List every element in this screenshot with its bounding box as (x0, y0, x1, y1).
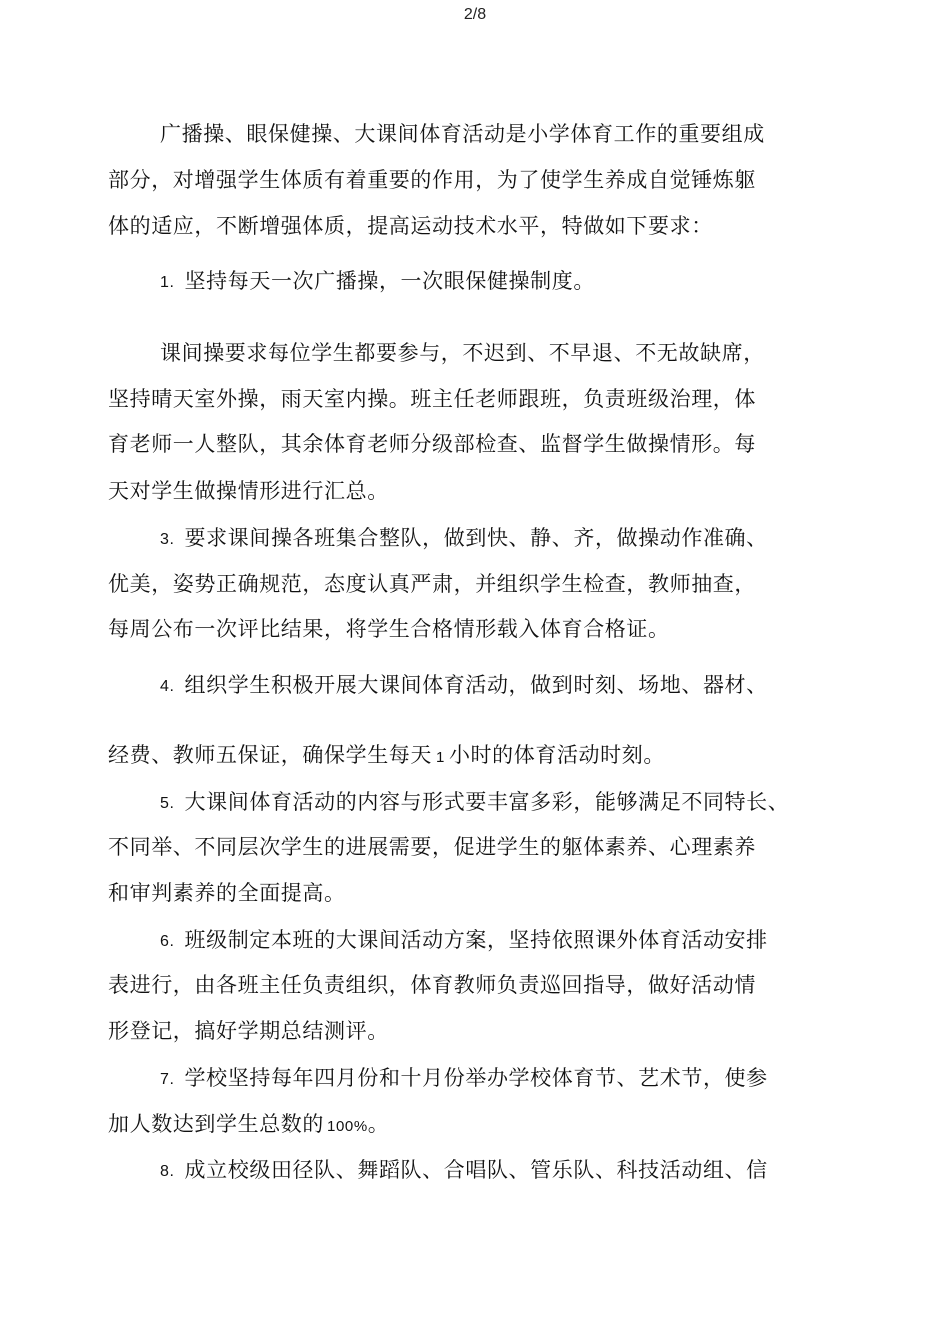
body-line: 和审判素养的全面提高。 (108, 881, 346, 905)
body-line: 部分，对增强学生体质有着重要的作用，为了使学生养成自觉锤炼躯 (108, 168, 756, 192)
list-text: 坚持每天一次广播操，一次眼保健操制度。 (184, 269, 595, 293)
body-line: 表进行，由各班主任负责组织，体育教师负责巡回指导，做好活动情 (108, 973, 756, 997)
list-number: 6. (160, 933, 175, 950)
body-line: 体的适应，不断增强体质，提高运动技术水平，特做如下要求： (108, 214, 713, 238)
body-line: 每周公布一次评比结果，将学生合格情形载入体育合格证。 (108, 617, 670, 641)
list-item-5 (160, 788, 789, 818)
list-item-3 (160, 524, 768, 554)
list-item-1 (160, 267, 595, 297)
list-text: 要求课间操各班集合整队，做到快、静、齐，做操动作准确、 (184, 526, 768, 550)
body-line: 广播操、眼保健操、大课间体育活动是小学体育工作的重要组成 (160, 122, 765, 146)
list-item-8 (160, 1156, 768, 1186)
list-number: 8. (160, 1163, 175, 1180)
list-number: 3. (160, 531, 175, 548)
inline-number: 100% (327, 1118, 368, 1135)
body-line (108, 741, 665, 772)
body-line: 不同举、不同层次学生的进展需要，促进学生的躯体素养、心理素养 (108, 835, 756, 859)
list-text: 成立校级田径队、舞蹈队、合唱队、管乐队、科技活动组、信 (184, 1158, 768, 1182)
body-line: 优美，姿势正确规范，态度认真严肃，并组织学生检查，教师抽查， (108, 572, 756, 596)
list-text: 组织学生积极开展大课间体育活动，做到时刻、场地、器材、 (184, 673, 768, 697)
body-line: 育老师一人整队，其余体育老师分级部检查、监督学生做操情形。每 (108, 432, 756, 456)
body-line: 坚持晴天室外操，雨天室内操。班主任老师跟班，负责班级治理，体 (108, 387, 756, 411)
line-text: 加人数达到学生总数的 (108, 1112, 324, 1136)
list-number: 5. (160, 795, 175, 812)
list-item-6 (160, 926, 768, 956)
list-text: 班级制定本班的大课间活动方案，坚持依照课外体育活动安排 (184, 928, 768, 952)
list-number: 1. (160, 274, 175, 291)
line-text: 小时的体育活动时刻。 (448, 743, 665, 767)
list-text: 学校坚持每年四月份和十月份举办学校体育节、艺术节，使参 (184, 1066, 768, 1090)
inline-number: 1 (436, 749, 445, 766)
list-number: 4. (160, 678, 175, 695)
page-number: 2/8 (463, 6, 487, 23)
list-item-7 (160, 1064, 768, 1094)
list-text: 大课间体育活动的内容与形式要丰富多彩，能够满足不同特长、 (184, 790, 790, 814)
body-line (108, 1110, 389, 1141)
line-text: 。 (367, 1112, 390, 1136)
body-line: 形登记，搞好学期总结测评。 (108, 1019, 389, 1043)
list-item-4 (160, 671, 768, 701)
list-number: 7. (160, 1071, 175, 1088)
body-line: 课间操要求每位学生都要参与，不迟到、不早退、不无故缺席， (160, 341, 765, 365)
line-text: 经费、教师五保证，确保学生每天 (108, 743, 432, 767)
body-line: 天对学生做操情形进行汇总。 (108, 479, 389, 503)
